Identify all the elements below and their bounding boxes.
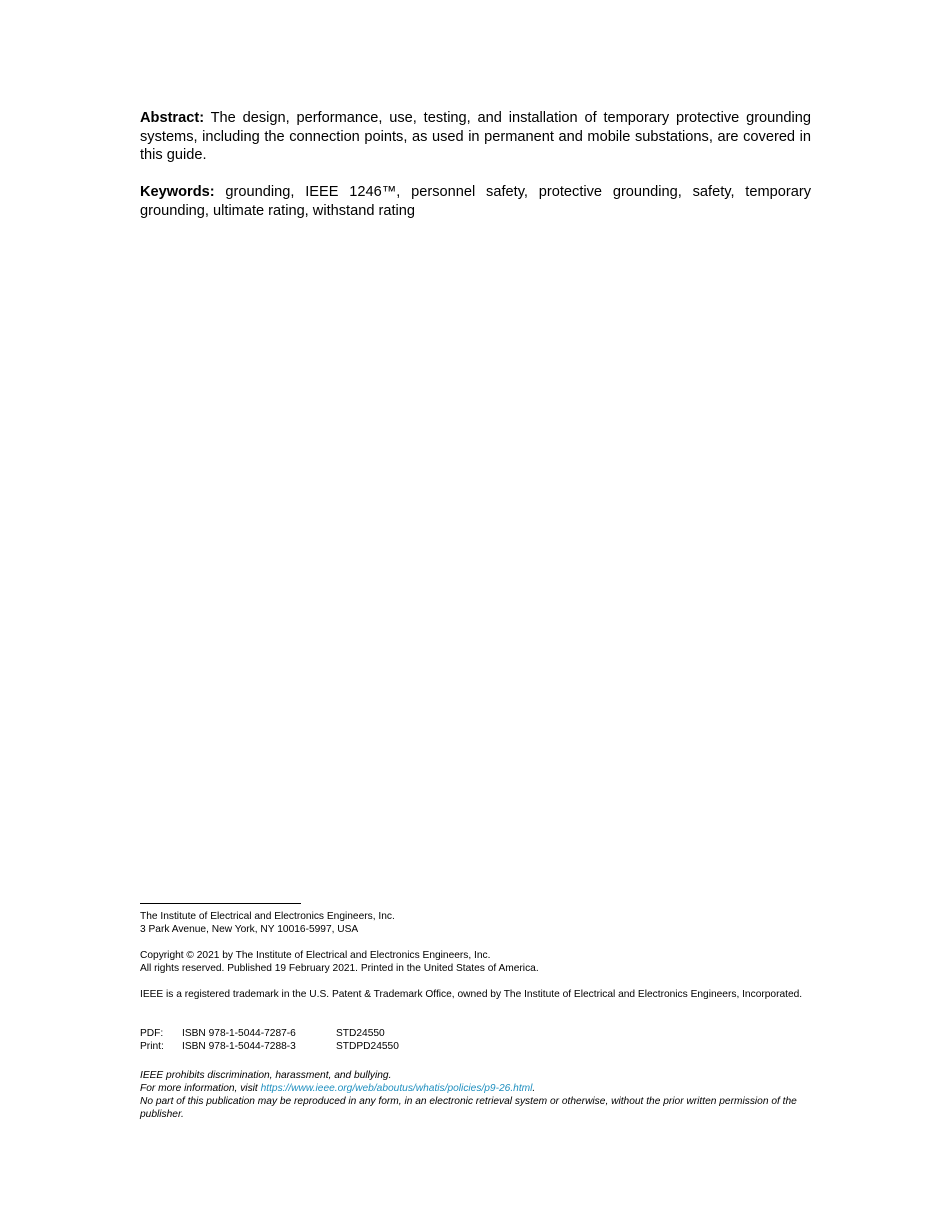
isbn-code: STD24550 bbox=[336, 1028, 385, 1039]
isbn-table bbox=[140, 1027, 811, 1053]
copyright-info bbox=[140, 949, 811, 975]
more-info-prefix: For more information, visit bbox=[140, 1083, 261, 1094]
publisher-address: 3 Park Avenue, New York, NY 10016-5997, USA bbox=[140, 924, 359, 935]
copyright-line1: Copyright © 2021 by The Institute of Electrical and Electronics Engineers, Inc. bbox=[140, 950, 491, 961]
isbn-row-print bbox=[140, 1040, 811, 1053]
trademark-info bbox=[140, 988, 811, 1001]
abstract-label: Abstract: bbox=[140, 110, 205, 126]
reproduction-notice: No part of this publication may be reproduced in any form, in an electronic retrieval system or otherwise, without the prior written permission of the publisher. bbox=[140, 1096, 797, 1120]
keywords-paragraph bbox=[140, 183, 811, 220]
isbn-number: ISBN 978-1-5044-7288-3 bbox=[182, 1041, 296, 1052]
publisher-name: The Institute of Electrical and Electronics Engineers, Inc. bbox=[140, 911, 395, 922]
copyright-line2: All rights reserved. Published 19 February 2021. Printed in the United States of America. bbox=[140, 963, 539, 974]
policy-link[interactable]: https://www.ieee.org/web/aboutus/whatis/policies/p9-26.html bbox=[260, 1083, 533, 1094]
footnote-divider bbox=[140, 903, 301, 904]
keywords-text: grounding, IEEE 1246™, personnel safety, protective grounding, safety, temporary grounding, ultimate rating, withstand rating bbox=[140, 184, 812, 219]
isbn-format: Print: bbox=[140, 1041, 164, 1052]
prohibits-notice: IEEE prohibits discrimination, harassment, and bullying. bbox=[140, 1070, 392, 1081]
isbn-row-pdf bbox=[140, 1027, 811, 1040]
keywords-label: Keywords: bbox=[140, 184, 215, 200]
keywords-section bbox=[140, 183, 811, 220]
isbn-format: PDF: bbox=[140, 1028, 164, 1039]
abstract-paragraph bbox=[140, 109, 811, 165]
publisher-info bbox=[140, 910, 811, 936]
isbn-number: ISBN 978-1-5044-7287-6 bbox=[182, 1028, 296, 1039]
trademark-text: IEEE is a registered trademark in the U.S. Patent & Trademark Office, owned by The Institute of Electrical and Electronics Engineers, Incorporated. bbox=[140, 989, 803, 1000]
more-info-suffix: . bbox=[532, 1083, 536, 1094]
abstract-text: The design, performance, use, testing, and installation of temporary protective grounding systems, including the connection points, as used in permanent and mobile substations, are covered in this guide. bbox=[140, 110, 811, 163]
more-info-notice bbox=[140, 1082, 811, 1095]
legal-notices bbox=[140, 1069, 811, 1121]
isbn-code: STDPD24550 bbox=[336, 1041, 399, 1052]
abstract-section bbox=[140, 109, 811, 165]
